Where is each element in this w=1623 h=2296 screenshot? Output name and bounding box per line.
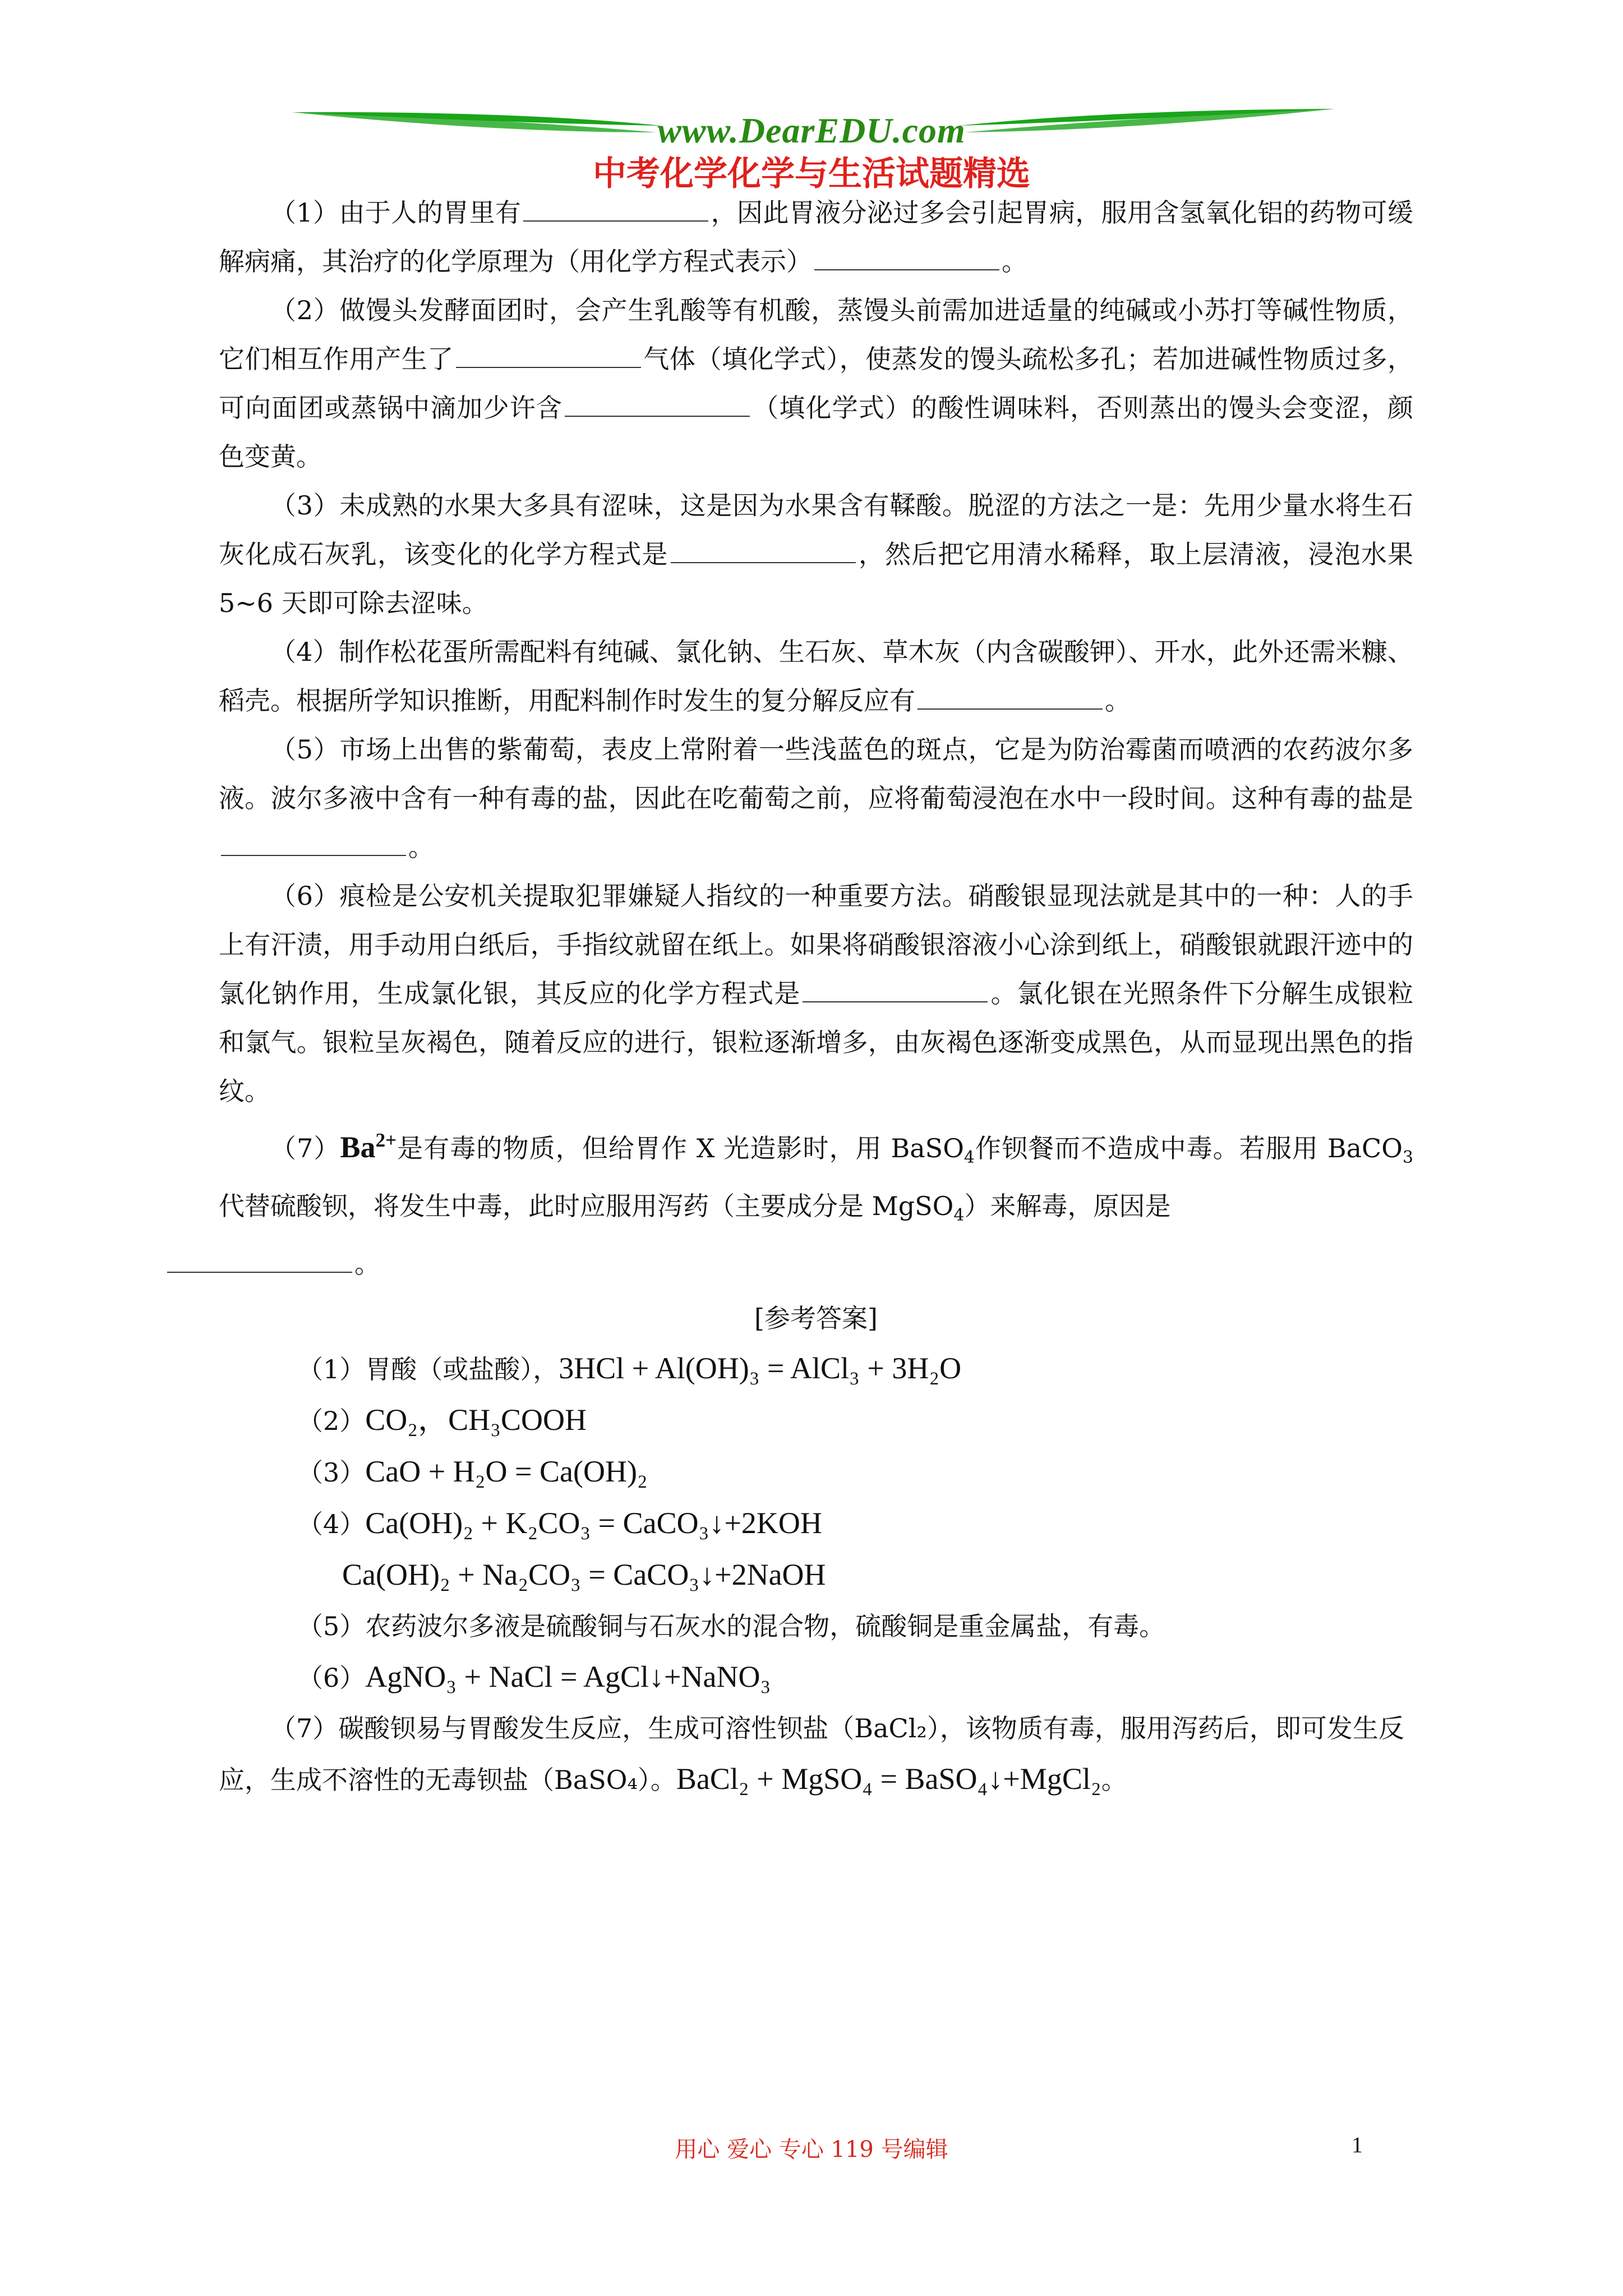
document-title: 中考化学化学与生活试题精选	[593, 154, 1030, 194]
answer-6: （6）AgNO₃ + NaCl = AgCl↓+NaNO₃	[297, 1660, 771, 1694]
question-3: （3）未成熟的水果大多具有涩味，这是因为水果含有鞣酸。脱涩的方法之一是：先用少量水将生石灰化成石灰乳，该变化的化学方程式是 ，然后把它用清水稀释，取上层清液，浸泡水果 5~6 天即可除去涩味。	[219, 490, 1414, 618]
answer-2: （2）CO₂，CH₃COOH	[297, 1403, 587, 1437]
site-logo-text: www.DearEDU.com	[657, 111, 966, 150]
page-number: 1	[1352, 2132, 1363, 2157]
question-7: $(7)Ba^{2+}$是有毒的物质，但给胃作 X 光造影时，用 BaSO$_4$作钡餐而不造成中毒。若服用 BaCO$_3$代替硫酸钡，将发生中毒，此时应服用泻药（主要成分是 MgSO$_4$）来解毒，原因是 。	[219, 1116, 1413, 1289]
answer-blank	[814, 247, 999, 270]
answer-4: （4）Ca(OH)₂ + K₂CO₃ = CaCO₃↓+2KOH	[297, 1506, 822, 1540]
answer-5: （5）农药波尔多液是硫酸铜与石灰水的混合物，硫酸铜是重金属盐，有毒。	[297, 1611, 1165, 1642]
question-6: （6）痕检是公安机关提取犯罪嫌疑人指纹的一种重要方法。硝酸银显现法就是其中的一种：人的手上有汗渍，用手动用白纸后，手指纹就留在纸上。如果将硝酸银溶液小心涂到纸上，硝酸银就跟汗迹中的氯化钠作用，生成氯化银，其反应的化学方程式是 。氯化银在光照条件下分解生成银粒和氯气。银粒呈灰褐色，随着反应的进行，银粒逐渐增多，由灰褐色逐渐变成黑色，从而显现出黑色的指纹。	[219, 881, 1414, 1106]
answer-blank	[565, 393, 750, 417]
answer-blank	[221, 832, 406, 856]
question-5: （5）市场上出售的紫葡萄，表皮上常附着一些浅蓝色的斑点，它是为防治霉菌而喷洒的农药波尔多液。波尔多液中含有一种有毒的盐，因此在吃葡萄之前，应将葡萄浸泡在水中一段时间。这种有毒的盐是。	[219, 734, 1413, 862]
answer-blank	[167, 1249, 352, 1273]
answers-heading: [参考答案]	[754, 1303, 878, 1334]
answer-4-equation-2: Ca(OH)₂ + Na₂CO₃ = CaCO₃↓+2NaOH	[342, 1558, 826, 1592]
answer-1: （1）胃酸（或盐酸），3HCl + Al(OH)₃ = AlCl₃ + 3H₂O	[297, 1351, 962, 1386]
document-body	[219, 188, 1413, 1805]
page-footer: 用心 爱心 专心 119 号编辑	[675, 2137, 948, 2162]
question-4: （4）制作松花蛋所需配料有纯碱、氯化钠、生石灰、草木灰（内含碳酸钾）、开水，此外还需米糠、稻壳。根据所学知识推断，用配料制作时发生的复分解反应有 。	[219, 637, 1413, 716]
answer-blank	[803, 979, 988, 1002]
answer-3: （3）CaO + H₂O = Ca(OH)₂	[297, 1455, 648, 1489]
question-1: （1）由于人的胃里有 ，因此胃液分泌过多会引起胃病，服用含氢氧化铝的药物可缓解病痛，其治疗的化学原理为（用化学方程式表示） 。	[219, 197, 1413, 277]
answer-blank	[671, 540, 856, 563]
answer-blank	[456, 344, 641, 368]
answer-blank	[523, 198, 708, 222]
answer-blank	[917, 686, 1103, 710]
answer-7: （7）碳酸钡易与胃酸发生反应，生成可溶性钡盐（BaCl₂），该物质有毒，服用泻药后，即可发生反应，生成不溶性的无毒钡盐（BaSO₄）。BaCl₂ + MgSO₄ = BaSO₄↓+MgCl₂。	[219, 1713, 1404, 1796]
question-2: （2）做馒头发酵面团时，会产生乳酸等有机酸，蒸馒头前需加进适量的纯碱或小苏打等碱性物质，它们相互作用产生了 气体（填化学式），使蒸发的馒头疏松多孔；若加进碱性物质过多，可向面团或蒸锅中滴加少许含 （填化学式）的酸性调味料，否则蒸出的馒头会变涩，颜色变黄。	[219, 295, 1414, 472]
